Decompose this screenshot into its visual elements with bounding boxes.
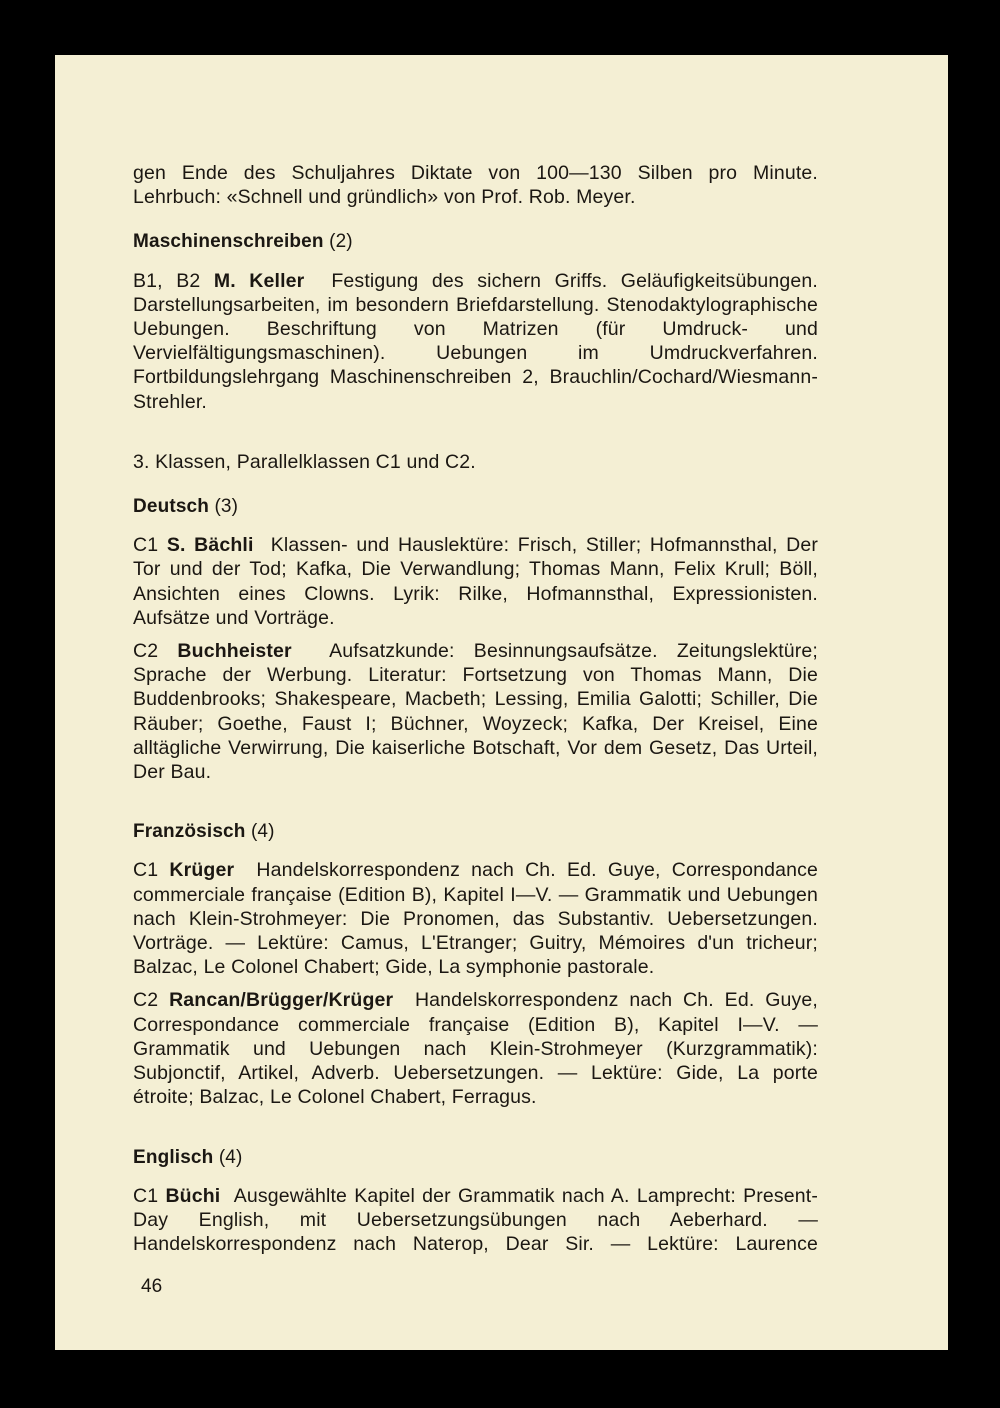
entry-classes: C1 <box>133 534 159 557</box>
entry-teacher: S. Bächli <box>166 534 254 557</box>
page-number: 46 <box>141 1276 163 1297</box>
entry-franzoesisch-c1 <box>133 858 818 979</box>
entry-text: Handelskorrespondenz nach Ch. Ed. Guye, Correspondance commerciale française (Edition B), Kapitel I—V. — Grammatik und Uebungen nach Klein-Strohmeyer: Die Pronomen, das Substantiv. Uebersetzungen. Vorträge. — Lektüre: Camus, L'Etranger; Guitry, Mémoires d'un tricheur; Balzac, Le Colonel Chabert; Gide, La symphonie pastorale. <box>133 859 818 979</box>
heading-title: Französisch <box>133 821 246 843</box>
heading-hours: (4) <box>250 821 275 843</box>
entry-classes: C2 <box>133 640 159 663</box>
entry-teacher: Büchi <box>165 1184 221 1207</box>
entry-teacher: Buchheister <box>177 640 292 663</box>
section-note: 3. Klassen, Parallelklassen C1 und C2. <box>133 450 476 473</box>
entry-classes: C2 <box>133 989 159 1012</box>
entry-text: Festigung des sichern Griffs. Geläufigkeitsübungen. Darstellungsarbeiten, im besondern Briefdarstellung. Stenodaktylographische Uebungen. Beschriftung von Matrizen (für Umdruck- und Vervielfältigungsmaschinen). Uebungen im Umdruckverfahren. Fortbildungslehrgang Maschinenschreiben 2, Brauchlin/Cochard/Wiesmann-Strehler. <box>133 269 818 413</box>
entry-teacher: Krüger <box>169 859 235 882</box>
entry-teacher: Rancan/Brügger/Krüger <box>169 989 394 1012</box>
heading-maschinenschreiben <box>133 230 818 254</box>
entry-classes: C1 <box>133 1184 159 1207</box>
heading-hours: (3) <box>214 496 239 518</box>
entry-deutsch-c1 <box>133 533 818 630</box>
heading-hours: (4) <box>218 1146 243 1168</box>
heading-title: Englisch <box>133 1146 214 1168</box>
heading-title: Maschinenschreiben <box>133 231 324 253</box>
entry-englisch-c1 <box>133 1184 818 1257</box>
heading-hours: (2) <box>329 231 353 253</box>
heading-title: Deutsch <box>133 496 210 518</box>
heading-englisch <box>133 1146 818 1170</box>
entry-text: Klassen- und Hauslektüre: Frisch, Stiller; Hofmannsthal, Der Tor und der Tod; Kafka, Die Verwandlung; Thomas Mann, Felix Krull; Böll, Ansichten eines Clowns. Lyrik: Rilke, Hofmannsthal, Expressionisten. Aufsätze und Vorträge. <box>133 534 819 629</box>
intro-paragraph: gen Ende des Schuljahres Diktate von 100—130 Silben pro Minute. Lehrbuch: «Schnell und gründlich» von Prof. Rob. Meyer. <box>133 162 818 209</box>
heading-deutsch <box>133 495 818 519</box>
entry-text: Handelskorrespondenz nach Ch. Ed. Guye, Correspondance commerciale française (Edition B), Kapitel I—V. — Grammatik und Uebungen nach Klein-Strohmeyer (Kurzgrammatik): Subjonctif, Artikel, Adverb. Uebersetzungen. — Lektüre: Gide, La porte étroite; Balzac, Le Colonel Chabert, Ferragus. <box>133 989 818 1109</box>
entry-deutsch-c2 <box>133 639 818 784</box>
heading-franzoesisch <box>133 820 818 844</box>
document-page <box>55 55 948 1350</box>
entry-classes: B1, B2 <box>133 269 201 292</box>
page-content <box>133 161 818 1256</box>
entry-classes: C1 <box>133 859 159 882</box>
entry-text: Aufsatzkunde: Besinnungsaufsätze. Zeitungslektüre; Sprache der Werbung. Literatur: Fortsetzung von Thomas Mann, Die Buddenbrooks; Shakespeare, Macbeth; Lessing, Emilia Galotti; Schiller, Die Räuber; Goethe, Faust I; Büchner, Woyzeck; Kafka, Der Kreisel, Eine alltägliche Verwirrung, Die kaiserliche Botschaft, Vor dem Gesetz, Das Urteil, Der Bau. <box>133 640 818 784</box>
entry-teacher: M. Keller <box>213 269 305 292</box>
entry-franzoesisch-c2 <box>133 988 818 1109</box>
entry-maschinenschreiben-b1b2 <box>133 269 818 414</box>
entry-text: Ausgewählte Kapitel der Grammatik nach A. Lamprecht: Present-Day English, mit Uebersetzungsübungen nach Aeberhard. — Handelskorrespondenz nach Naterop, Dear Sir. — Lektüre: Laurence <box>133 1184 818 1256</box>
